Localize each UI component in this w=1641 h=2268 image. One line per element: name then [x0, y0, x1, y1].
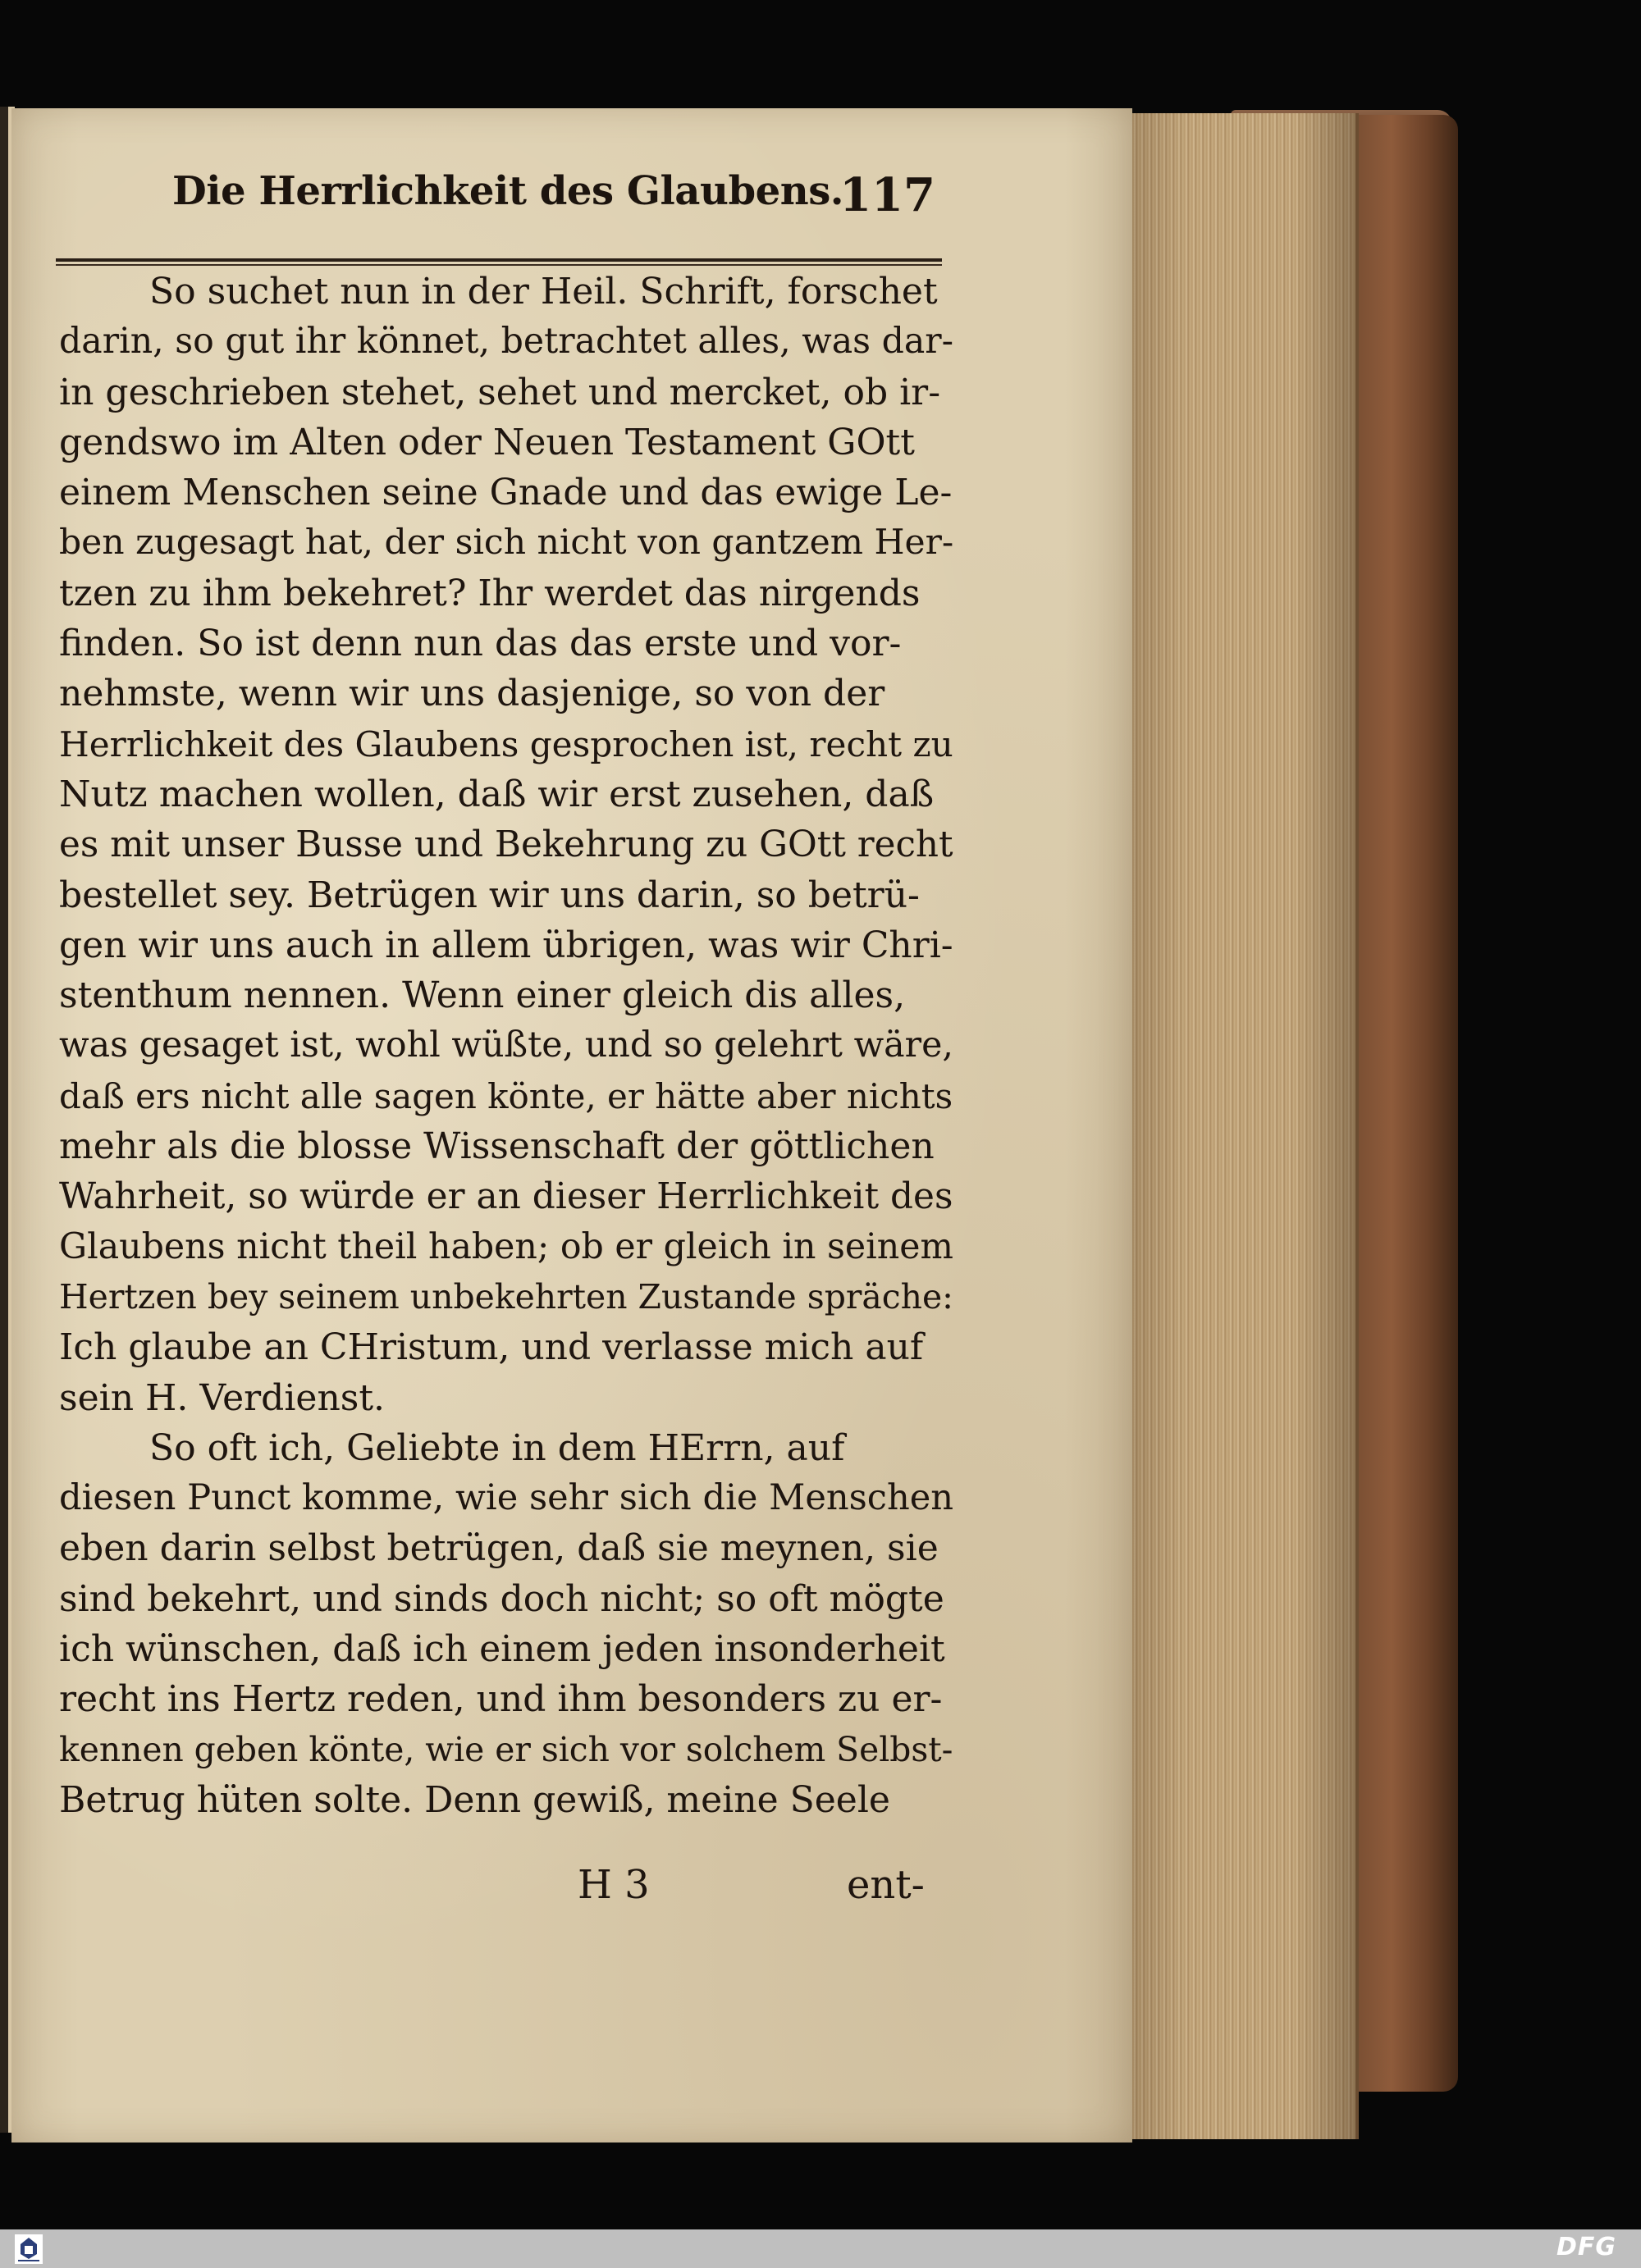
text-line: So oft ich, Geliebte in dem HErrn, auf [149, 1426, 845, 1469]
book-page-edges-shade [1116, 113, 1355, 2139]
text-line: Glaubens nicht theil haben; ob er gleich in seinem [59, 1225, 953, 1267]
signature-line [59, 1862, 953, 1919]
printer-signature: H 3 [578, 1862, 650, 1908]
page-number: 117 [839, 168, 935, 222]
text-line: es mit unser Busse und Bekehrung zu GOtt recht [59, 824, 953, 866]
text-line: gen wir uns auch in allem übrigen, was wir Chri- [59, 924, 953, 966]
text-line: kennen geben könte, wie er sich vor solchem Selbst- [59, 1729, 953, 1769]
catchword: ent- [847, 1862, 925, 1908]
footer-bar [0, 2229, 1641, 2268]
text-line: Ich glaube an CHristum, und verlasse mich auf [59, 1326, 924, 1369]
dfg-logo[interactable]: DFG [1556, 2233, 1616, 2261]
text-line: recht ins Hertz reden, und ihm besonders zu er- [59, 1678, 943, 1721]
text-line: stenthum nennen. Wenn einer gleich dis alles, [59, 974, 906, 1017]
text-line: gendswo im Alten oder Neuen Testament GOtt [59, 421, 915, 463]
text-line: in geschrieben stehet, sehet und mercket, ob ir- [59, 371, 941, 413]
text-line: ben zugesagt hat, der sich nicht von gantzem Her- [59, 523, 954, 564]
text-line: was gesaget ist, wohl wüßte, und so gelehrt wäre, [59, 1024, 954, 1066]
running-head [172, 168, 935, 242]
text-line: finden. So ist denn nun das das erste und vor- [59, 623, 902, 665]
text-line: einem Menschen seine Gnade und das ewige Le- [59, 472, 953, 514]
text-line: eben darin selbst betrügen, daß sie meynen, sie [59, 1527, 939, 1570]
running-title: Die Herrlichkeit des Glaubens. [172, 168, 844, 214]
text-line: tzen zu ihm bekehret? Ihr werdet das nirgends [59, 572, 921, 614]
text-line: Wahrheit, so würde er an dieser Herrlichkeit des [59, 1175, 953, 1218]
text-line: mehr als die blosse Wissenschaft der göttlichen [59, 1125, 935, 1168]
previous-page-edge [0, 107, 8, 2133]
text-line: daß ers nicht alle sagen könte, er hätte aber nichts [59, 1075, 953, 1116]
text-line: ich wünschen, daß ich einem jeden insonderheit [59, 1628, 945, 1671]
body-text [59, 267, 953, 1825]
text-line: darin, so gut ihr könnet, betrachtet alles, was dar- [59, 321, 954, 363]
text-line: So suchet nun in der Heil. Schrift, forschet [149, 271, 938, 313]
text-line: nehmste, wenn wir uns dasjenige, so von der [59, 673, 885, 715]
text-line: bestellet sey. Betrügen wir uns darin, so betrü- [59, 874, 920, 916]
text-line: Betrug hüten solte. Denn gewiß, meine Seele [59, 1778, 890, 1821]
library-logo-icon[interactable] [15, 2234, 43, 2264]
text-line: Nutz machen wollen, daß wir erst zusehen, daß [59, 773, 935, 815]
head-rule [56, 258, 942, 262]
text-line: Herrlichkeit des Glaubens gesprochen ist, recht zu [59, 723, 953, 764]
text-line: sind bekehrt, und sinds doch nicht; so oft mögte [59, 1577, 944, 1620]
book-cover [1355, 115, 1458, 2092]
text-line: diesen Punct komme, wie sehr sich die Menschen [59, 1477, 954, 1519]
text-line: sein H. Verdienst. [59, 1376, 386, 1419]
text-line: Hertzen bey seinem unbekehrten Zustande spräche: [59, 1276, 953, 1317]
